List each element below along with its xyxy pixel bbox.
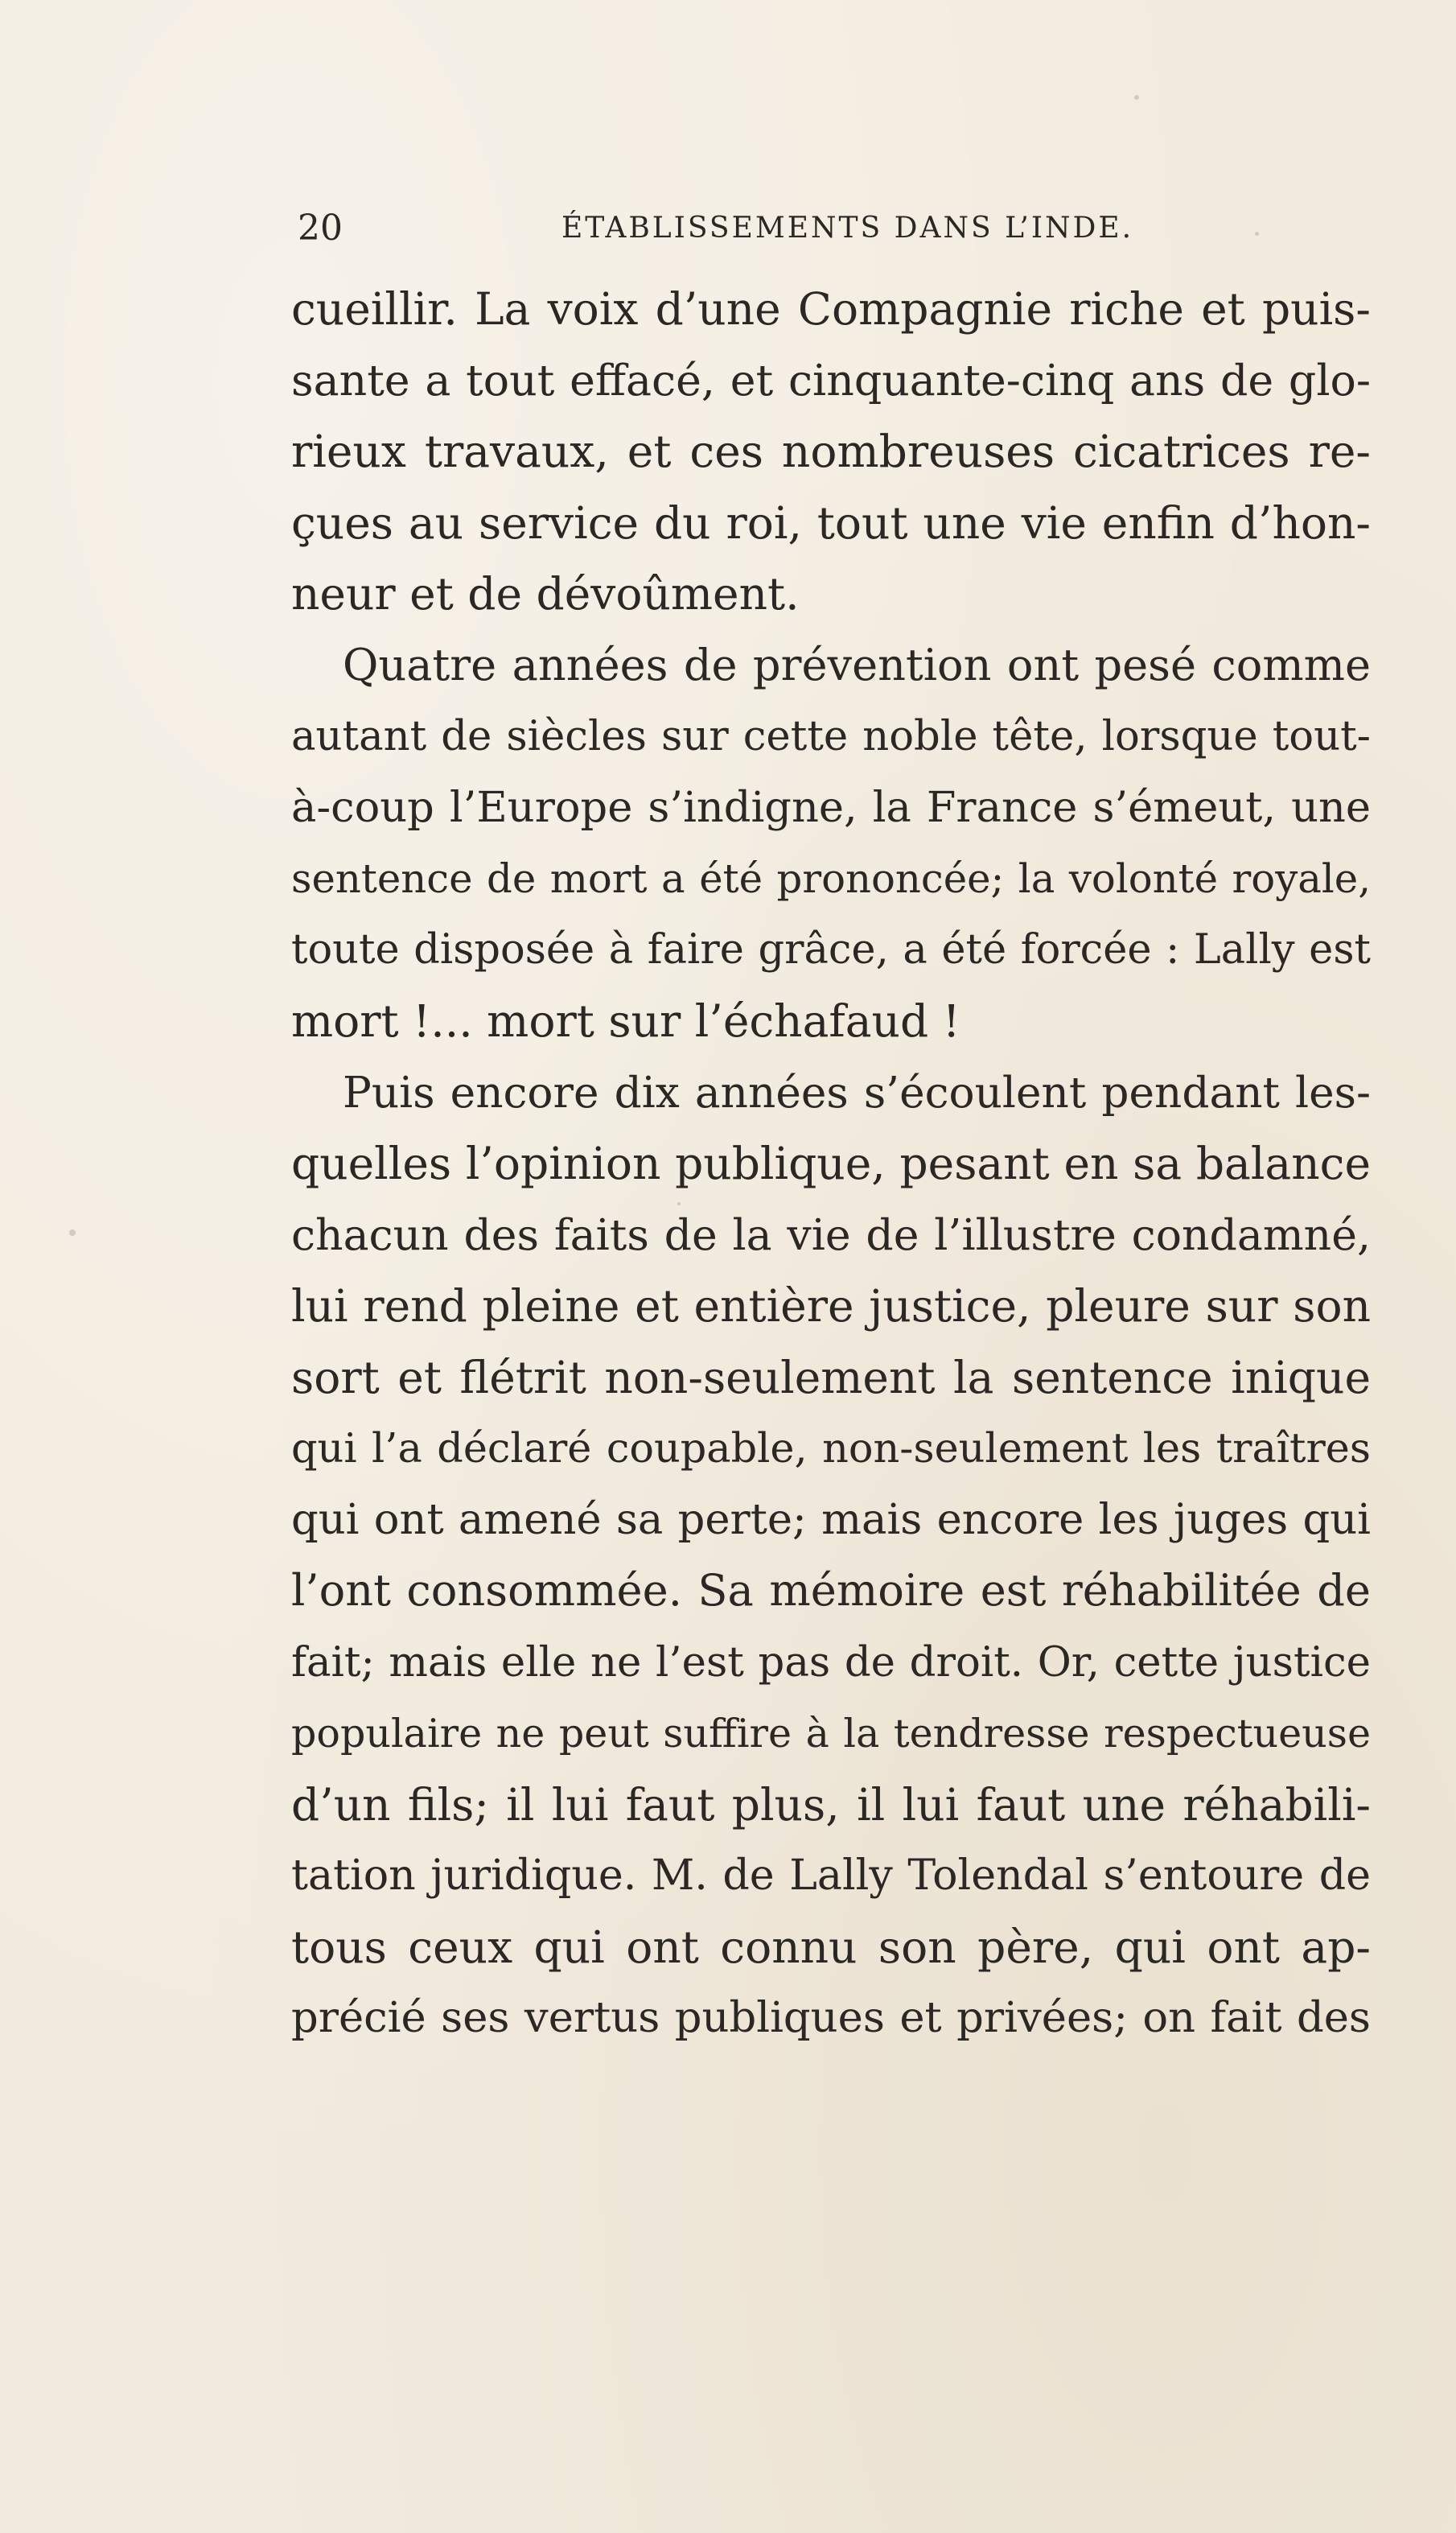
text-line: tation juridique. M. de Lally Tolendal s’entoure de — [291, 1851, 1371, 1900]
text-line: populaire ne peut suffire à la tendresse respectueuse — [291, 1710, 1371, 1757]
text-line: fait; mais elle ne l’est pas de droit. Or, cette justice — [291, 1637, 1371, 1687]
text-line: précié ses vertus publiques et privées; on fait des — [291, 1993, 1371, 2042]
text-line: autant de siècles sur cette noble tête, lorsque tout- — [291, 712, 1371, 760]
paper-speck — [69, 1229, 76, 1236]
text-line: quelles l’opinion publique, pesant en sa balance — [291, 1138, 1371, 1189]
paper-speck — [1134, 95, 1139, 100]
text-line: toute disposée à faire grâce, a été forcée : Lally est — [291, 925, 1371, 974]
text-line: çues au service du roi, tout une vie enfin d’hon- — [291, 496, 1371, 549]
body-text — [291, 274, 1371, 2054]
text-line: mort !... mort sur l’échafaud ! — [291, 995, 960, 1047]
page-number: 20 — [298, 208, 343, 249]
text-line: qui l’a déclaré coupable, non-seulement les traîtres — [291, 1424, 1371, 1472]
running-title: ÉTABLISSEMENTS DANS L’INDE. — [561, 212, 1134, 245]
text-line: Puis encore dix années s’écoulent pendant les- — [343, 1067, 1371, 1118]
text-line: neur et de dévoûment. — [291, 568, 800, 620]
text-line: sentence de mort a été prononcée; la volonté royale, — [291, 855, 1371, 902]
text-line: l’ont consommée. Sa mémoire est réhabilitée de — [291, 1565, 1371, 1616]
running-header — [298, 204, 1368, 253]
text-line: qui ont amené sa perte; mais encore les juges qui — [291, 1494, 1371, 1544]
text-line: d’un fils; il lui faut plus, il lui faut une réhabili- — [291, 1778, 1371, 1831]
text-line: sante a tout effacé, et cinquante-cinq ans de glo- — [291, 354, 1371, 406]
text-line: rieux travaux, et ces nombreuses cicatrices re- — [291, 426, 1371, 477]
text-line: à-coup l’Europe s’indigne, la France s’émeut, une — [291, 782, 1371, 832]
text-line: Quatre années de prévention ont pesé comme — [343, 639, 1371, 690]
text-line: cueillir. La voix d’une Compagnie riche et puis- — [291, 283, 1371, 335]
text-line: chacun des faits de la vie de l’illustre condamné, — [291, 1209, 1371, 1260]
text-line: tous ceux qui ont connu son père, qui ont ap- — [291, 1921, 1371, 1973]
text-line: lui rend pleine et entière justice, pleure sur son — [291, 1280, 1371, 1332]
text-line: sort et flétrit non-seulement la sentence inique — [291, 1351, 1371, 1403]
